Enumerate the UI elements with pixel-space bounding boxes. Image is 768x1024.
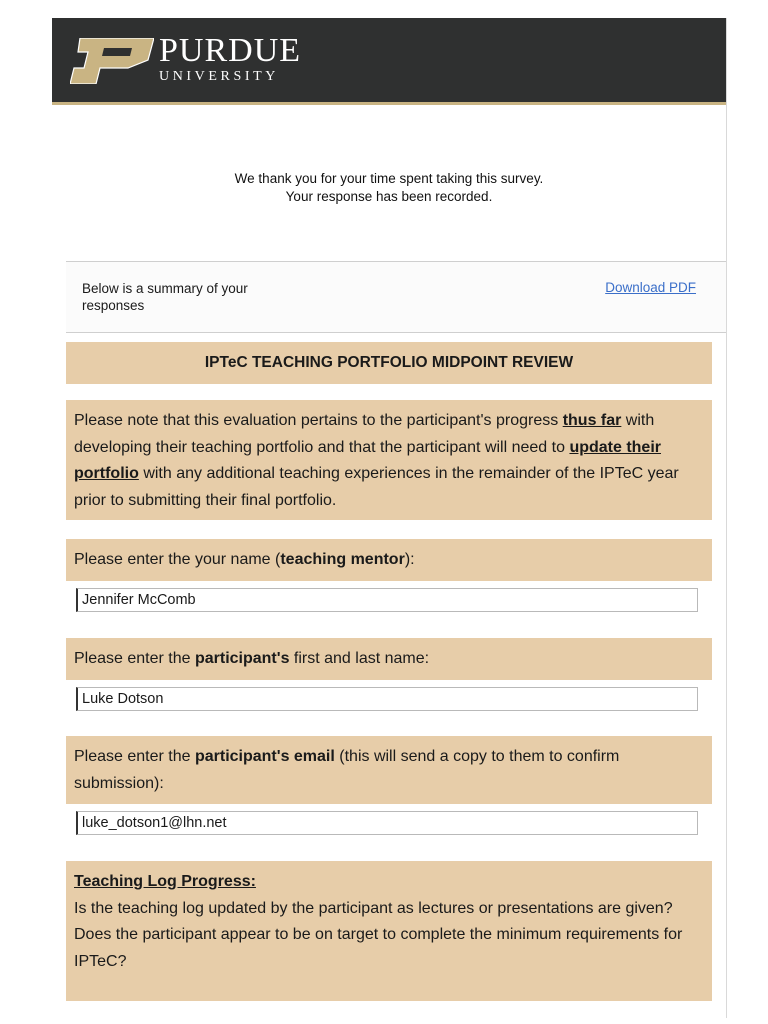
- brand-sub: UNIVERSITY: [159, 69, 279, 84]
- note-emphasis-update-portfolio: update their portfolio: [74, 438, 661, 482]
- question-email-post: (this will send a copy to them to confirm submission):: [74, 748, 620, 792]
- question-mentor-name: [66, 539, 712, 581]
- purdue-wordmark: [159, 34, 301, 85]
- purdue-p-logo-icon: [70, 38, 154, 84]
- question-mentor-post: ):: [404, 551, 415, 568]
- note-text-1: Please note that this evaluation pertains to the participant's progress: [74, 412, 563, 429]
- question-participant-pre: Please enter the: [74, 650, 195, 667]
- thank-you-message: [52, 170, 726, 206]
- question-email-pre: Please enter the: [74, 748, 195, 765]
- survey-page: [52, 18, 727, 1018]
- question-email-bold: participant's email: [194, 748, 335, 765]
- note-emphasis-thus-far: thus far: [562, 412, 622, 429]
- form-title: IPTeC TEACHING PORTFOLIO MIDPOINT REVIEW: [66, 342, 712, 384]
- question-participant-bold: participant's: [194, 650, 290, 667]
- mentor-name-field[interactable]: Jennifer McComb: [76, 588, 698, 612]
- question-mentor-pre: Please enter the your name (: [74, 551, 281, 568]
- note-text-3: with any additional teaching experiences in the remainder of the IPTeC year prior to submitting their final portfolio.: [74, 465, 679, 509]
- teaching-log-question: Is the teaching log updated by the participant as lectures or presentations are given? Does the participant appear to be on target to complete the minimum requirements for IPTeC?: [74, 899, 683, 970]
- teaching-log-heading: Teaching Log Progress:: [74, 873, 256, 890]
- participant-name-field[interactable]: Luke Dotson: [76, 687, 698, 711]
- teaching-log-section: [66, 861, 712, 1001]
- evaluation-note: [66, 400, 712, 520]
- question-participant-email: [66, 736, 712, 804]
- participant-email-field[interactable]: luke_dotson1@lhn.net: [76, 811, 698, 835]
- summary-text: Below is a summary of your responses: [82, 281, 248, 313]
- brand-name: PURDUE: [159, 32, 302, 69]
- question-participant-post: first and last name:: [289, 650, 430, 667]
- purdue-header: [52, 18, 726, 105]
- thank-you-line-2: Your response has been recorded.: [285, 189, 493, 204]
- summary-bar: [66, 261, 726, 333]
- thank-you-line-1: We thank you for your time spent taking this survey.: [234, 171, 544, 186]
- question-mentor-bold: teaching mentor: [280, 551, 405, 568]
- download-pdf-link[interactable]: Download PDF: [605, 280, 696, 295]
- note-text-2: with developing their teaching portfolio and that the participant will need to: [74, 412, 655, 456]
- question-participant-name: [66, 638, 712, 680]
